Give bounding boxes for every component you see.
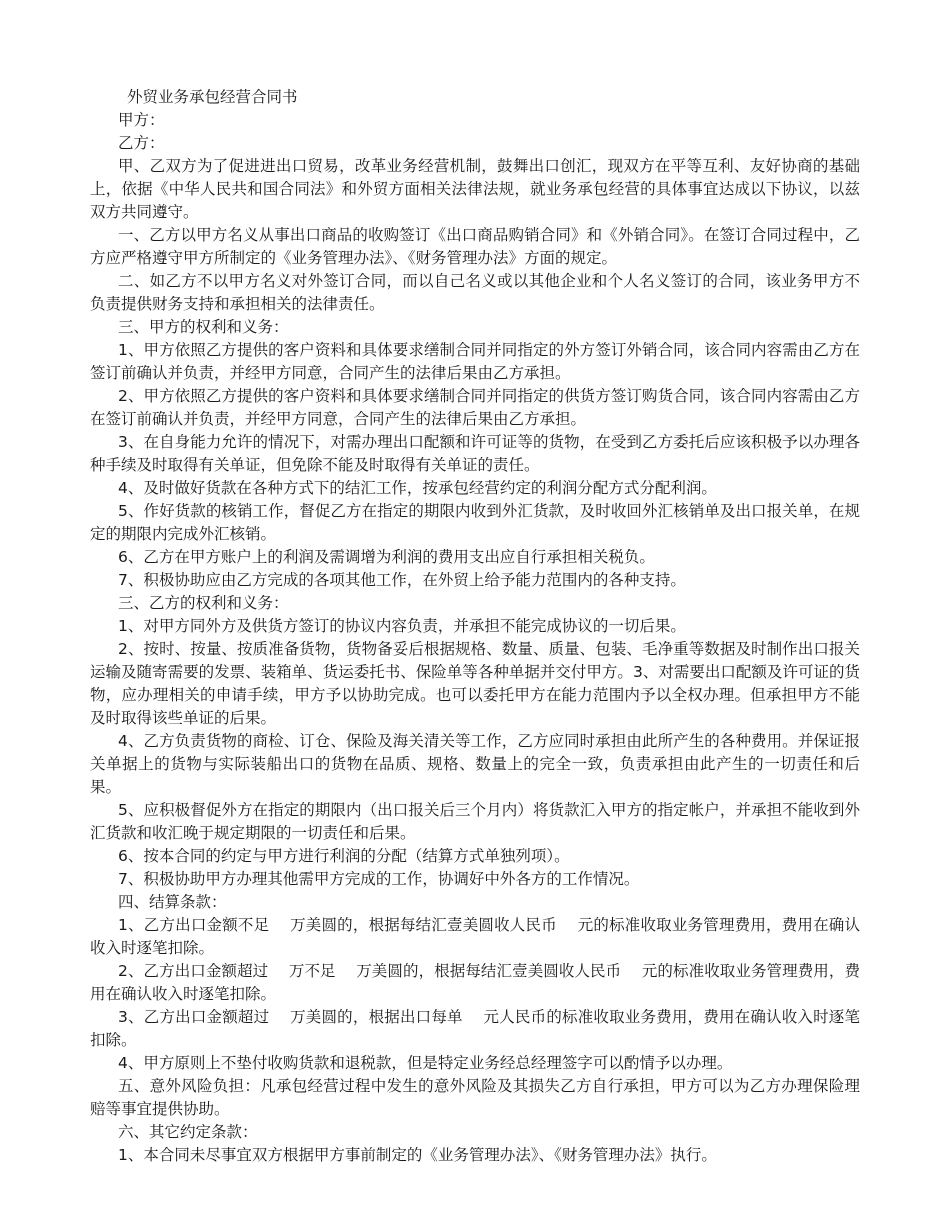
paragraph-settlement-1: 1、乙方出口金额不足 万美圆的，根据每结汇壹美圆收人民币 元的标准收取业务管理费用，费用在确认收入时逐笔扣除。 [90, 916, 860, 957]
paragraph-b-item-5: 5、应积极督促外方在指定的期限内（出口报关后三个月内）将货款汇入甲方的指定帐户，并承担不能收到外汇货款和收汇晚于规定期限的一切责任和后果。 [90, 801, 860, 842]
paragraph-other-1: 1、本合同未尽事宜双方根据甲方事前制定的《业务管理办法》、《财务管理办法》执行。 [118, 1146, 717, 1164]
paragraph-a-item-2: 2、甲方依照乙方提供的客户资料和具体要求缮制合同并同指定的供货方签订购货合同，该合同内容需由乙方在签订前确认并负责，并经甲方同意，合同产生的法律后果由乙方承担。 [90, 387, 860, 428]
paragraph-a-item-1: 1、甲方依照乙方提供的客户资料和具体要求缮制合同并同指定的外方签订外销合同，该合同内容需由乙方在签订前确认并负责，并经甲方同意，合同产生的法律后果由乙方承担。 [90, 341, 860, 382]
paragraph-a-item-3: 3、在自身能力允许的情况下，对需办理出口配额和许可证等的货物，在受到乙方委托后应该积极予以办理各种手续及时取得有关单证，但免除不能及时取得有关单证的责任。 [90, 433, 860, 474]
paragraph-preamble: 甲、乙双方为了促进进出口贸易，改革业务经营机制，鼓舞出口创汇，现双方在平等互利、友好协商的基础上，依据《中华人民共和国合同法》和外贸方面相关法律法规，就业务承包经营的具体事宜达成以下协议，以兹双方共同遵守。 [90, 157, 860, 221]
paragraph-risk: 五、意外风险负担：凡承包经营过程中发生的意外风险及其损失乙方自行承担，甲方可以为乙方办理保险理赔等事宜提供协助。 [90, 1077, 860, 1118]
section-heading-other-terms: 六、其它约定条款： [118, 1123, 258, 1141]
section-heading-settlement: 四、结算条款： [118, 893, 227, 911]
paragraph-a-item-4: 4、及时做好货款在各种方式下的结汇工作，按承包经营约定的利润分配方式分配利润。 [118, 479, 717, 497]
paragraph-b-item-6: 6、按本合同的约定与甲方进行利润的分配（结算方式单独列项）。 [118, 847, 570, 865]
paragraph-party-a: 甲方： [118, 111, 165, 129]
document-body [90, 109, 860, 1167]
paragraph-settlement-2: 2、乙方出口金额超过 万不足 万美圆的，根据每结汇壹美圆收人民币 元的标准收取业务管理费用，费用在确认收入时逐笔扣除。 [90, 962, 860, 1003]
contract-document [90, 86, 860, 1167]
paragraph-clause-1: 一、乙方以甲方名义从事出口商品的收购签订《出口商品购销合同》和《外销合同》。在签订合同过程中，乙方应严格遵守甲方所制定的《业务管理办法》、《财务管理办法》方面的规定。 [90, 226, 860, 267]
paragraph-settlement-3: 3、乙方出口金额超过 万美圆的，根据出口每单 元人民币的标准收取业务费用，费用在确认收入时逐笔扣除。 [90, 1008, 860, 1049]
paragraph-b-item-4: 4、乙方负责货物的商检、订仓、保险及海关清关等工作，乙方应同时承担由此所产生的各种费用。并保证报关单据上的货物与实际装船出口的货物在品质、规格、数量上的完全一致，负责承担由此产生的一切责任和后果。 [90, 732, 860, 796]
document-title: 外贸业务承包经营合同书 [127, 88, 298, 106]
paragraph-clause-2: 二、如乙方不以甲方名义对外签订合同，而以自己名义或以其他企业和个人名义签订的合同，该业务甲方不负责提供财务支持和承担相关的法律责任。 [90, 272, 860, 313]
paragraph-b-item-7: 7、积极协助甲方办理其他需甲方完成的工作，协调好中外各方的工作情况。 [118, 870, 640, 888]
paragraph-b-item-1: 1、对甲方同外方及供货方签订的协议内容负责，并承担不能完成协议的一切后果。 [118, 617, 686, 635]
paragraph-party-b: 乙方： [118, 134, 165, 152]
paragraph-a-item-5: 5、作好货款的核销工作，督促乙方在指定的期限内收到外汇货款，及时收回外汇核销单及出口报关单，在规定的期限内完成外汇核销。 [90, 502, 860, 543]
paragraph-settlement-4: 4、甲方原则上不垫付收购货款和退税款，但是特定业务经总经理签字可以酌情予以办理。 [118, 1054, 733, 1072]
paragraph-a-item-6: 6、乙方在甲方账户上的利润及需调增为利润的费用支出应自行承担相关税负。 [118, 548, 655, 566]
paragraph-a-item-7: 7、积极协助应由乙方完成的各项其他工作，在外贸上给予能力范围内的各种支持。 [118, 571, 686, 589]
paragraph-b-item-2-3: 2、按时、按量、按质准备货物，货物备妥后根据规格、数量、质量、包装、毛净重等数据及时制作出口报关运输及随寄需要的发票、装箱单、货运委托书、保险单等各种单据并交付甲方。3、对需要出口配额及许可证的货物，应办理相关的申请手续，甲方予以协助完成。也可以委托甲方在能力范围内予以全权办理。但承担甲方不能及时取得该些单证的后果。 [90, 640, 860, 727]
section-heading-party-b-rights: 三、乙方的权利和义务： [118, 594, 289, 612]
section-heading-party-a-rights: 三、甲方的权利和义务： [118, 318, 289, 336]
